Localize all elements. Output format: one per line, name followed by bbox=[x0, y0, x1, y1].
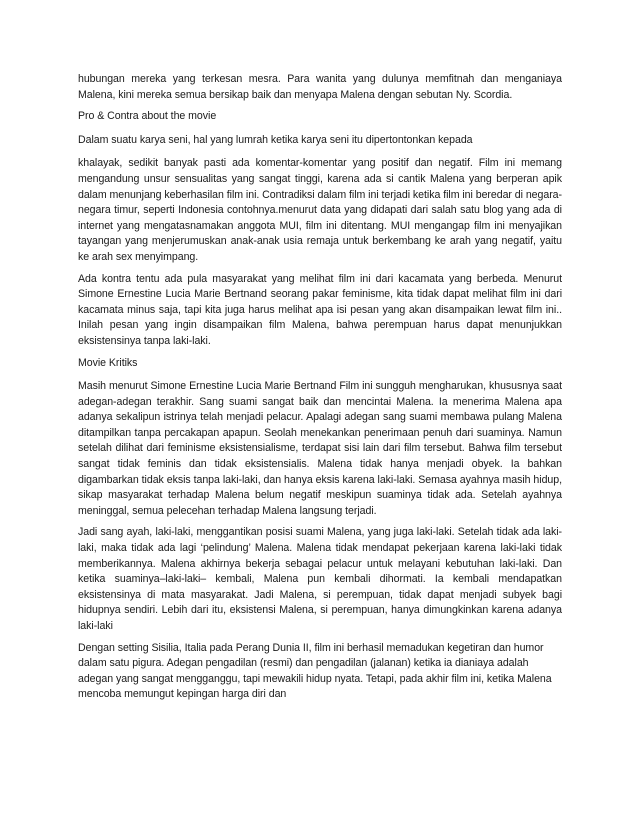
paragraph-kritik-1: Masih menurut Simone Ernestine Lucia Marie Bertnand Film ini sungguh mengharukan, khususnya saat adegan-adegan terakhir. Sang suami sangat baik dan mencintai Malena. Ia menerima Malena apa adanya sekalipun istrinya telah menjadi pelacur. Apalagi adegan sang suami membawa pulang Malena ditampilkan tanpa percakapan apapun. Seolah menekankan penerimaan penuh dari suaminya. Namun setelah dilihat dari feminisme eksistensialisme, terdapat sisi lain dari film tersebut. Bahwa film tersebut sangat tidak feminis dan tidak eksistensialis. Malena tidak hanya menjadi obyek. Ia bahkan digambarkan tidak eksis tanpa laki-laki, dan hanya eksis karena laki-laki. Semasa ayahnya masih hidup, sikap masyarakat terhadap Malena belum negatif meskipun suaminya tidak ada. Setelah ayahnya meninggal, semua pelecehan terhadap Malena langsung terjadi. bbox=[78, 380, 562, 517]
paragraph-pro-contra-body: khalayak, sedikit banyak pasti ada komentar-komentar yang positif dan negatif. Film ini memang mengandung unsur sensualitas yang sangat tinggi, karena ada si cantik Malena yang berperan apik dalam menunjang keberhasilan film ini. Contradiksi dalam film ini terjadi ketika film ini beredar di negara-negara timur, seperti Indonesia contohnya.menurut data yang didapati dari salah satu blog yang ada di internet yang mengatasnamakan anggota MUI, film ini ditentang. MUI mengangap film ini menyajikan tayangan yang menjerumuskan anak-anak usia remaja untuk berkembang ke arah yang negatif, yaitu ke arah sex menyimpang. bbox=[78, 157, 562, 263]
paragraph-kontra: Ada kontra tentu ada pula masyarakat yang melihat film ini dari kacamata yang berbeda. Menurut Simone Ernestine Lucia Marie Bertnand seorang pakar feminisme, kita tidak dapat melihat film ini dari kacamata minus saja, tapi kita juga harus melihat apa isi pesan yang akan disampaikan lewat film ini.. Inilah pesan yang ingin disampaikan film Malena, bahwa perempuan harus dapat menunjukkan eksistensinya tanpa laki-laki. bbox=[78, 272, 562, 347]
section-heading-movie-kritiks: Movie Kritiks bbox=[78, 356, 138, 369]
paragraph-kritik-3: Dengan setting Sisilia, Italia pada Perang Dunia II, film ini berhasil memadukan kegetiran dan humor dalam satu pigura. Adegan pengadilan (resmi) dan pengadilan (jalanan) ketika ia dianiaya adalah adegan yang sangat mengganggu, tapi mewakili hidup nyata. Tetapi, pada akhir film ini, ketika Malena mencoba memungut kepingan harga diri dan bbox=[78, 641, 552, 701]
section-heading-pro-contra: Pro & Contra about the movie bbox=[78, 110, 217, 123]
paragraph-intro: hubungan mereka yang terkesan mesra. Para wanita yang dulunya memfitnah dan menganiaya Malena, kini mereka semua bersikap baik dan menyapa Malena dengan sebutan Ny. Scordia. bbox=[78, 73, 562, 101]
paragraph-kritik-2: Jadi sang ayah, laki-laki, menggantikan posisi suami Malena, yang juga laki-laki. Setelah tidak ada laki-laki, maka tidak ada lagi ‘pelindung’ Malena. Malena tidak mendapat pekerjaan karena laki-laki tidak memberikannya. Malena akhirnya bekerja sebagai pelacur untuk melayani kebutuhan laki-laki. Dan ketika suaminya–laki-laki– kembali, Malena pun kembali dihormati. Ia kembali mendapatkan eksistensinya di mata masyarakat. Jadi Malena, si perempuan, tidak dapat menjadi subyek bagi hidupnya sendiri. Lebih dari itu, eksistensi Malena, si perempuan, hanya dimungkinkan karena adanya laki-laki bbox=[78, 526, 562, 632]
paragraph-pro-contra-lead: Dalam suatu karya seni, hal yang lumrah ketika karya seni itu dipertontonkan kepada bbox=[78, 133, 473, 146]
